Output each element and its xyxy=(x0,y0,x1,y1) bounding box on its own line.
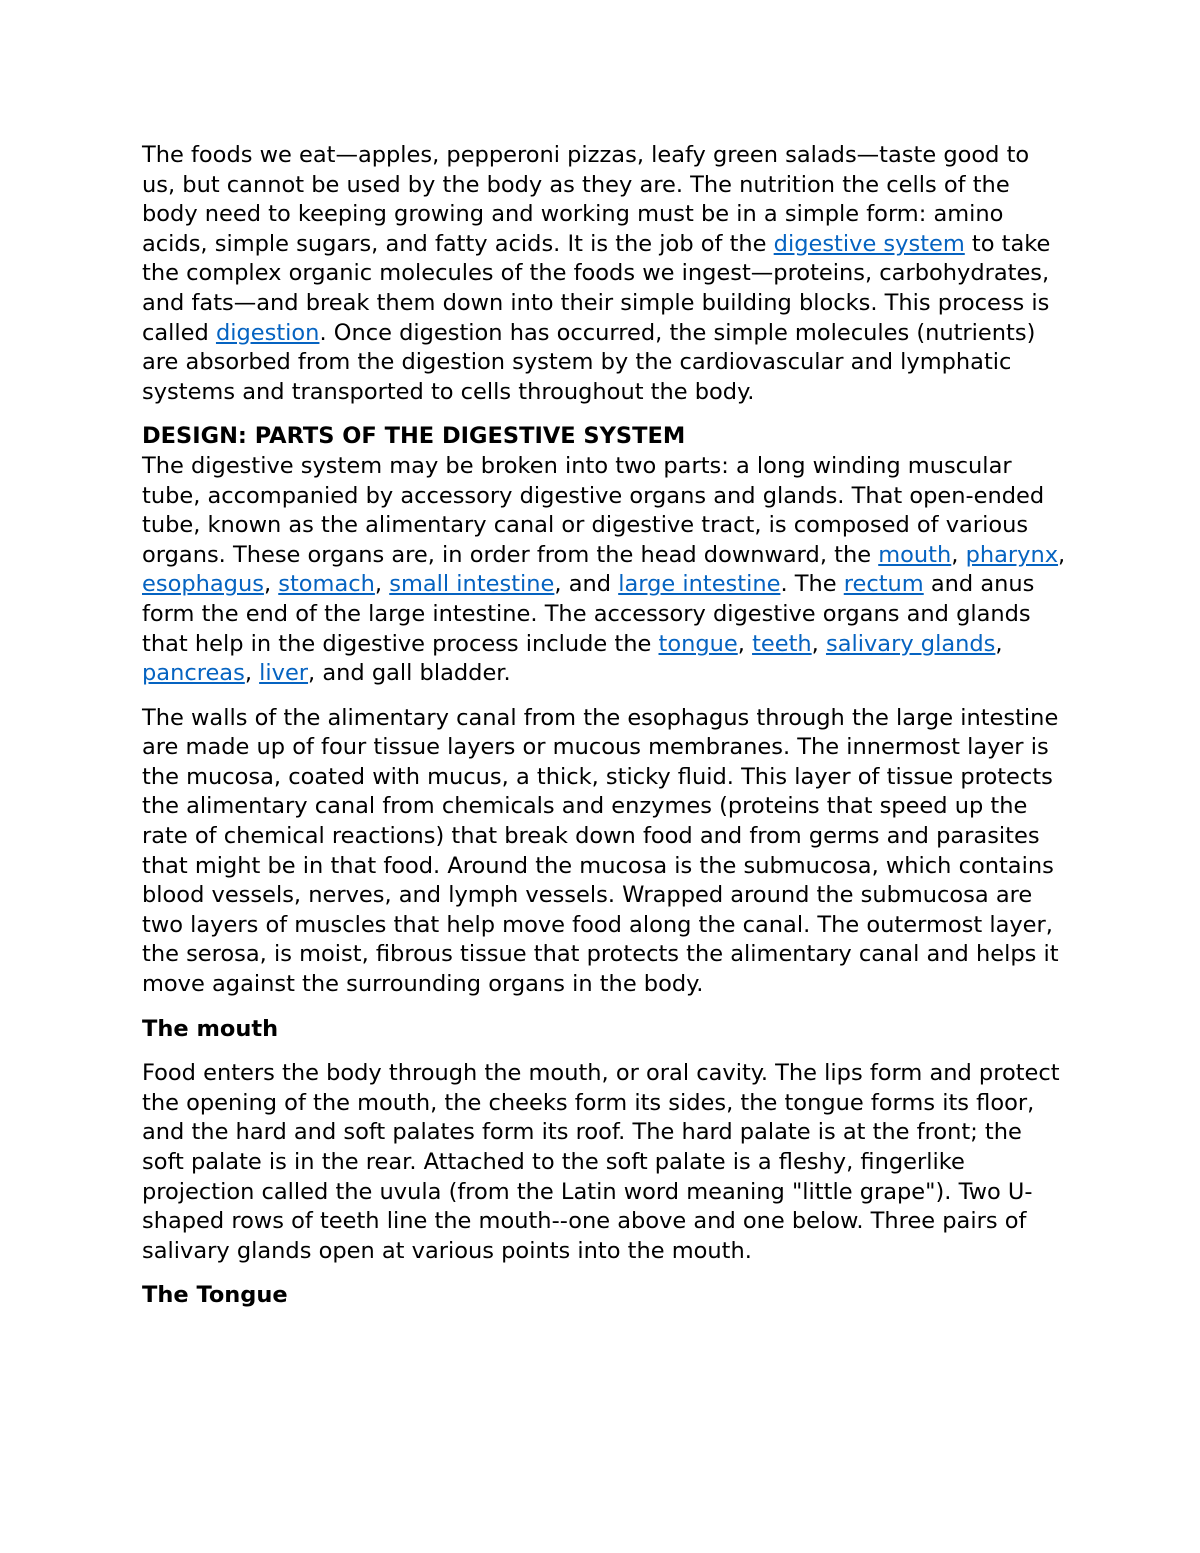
link-stomach[interactable]: stomach xyxy=(278,571,375,598)
link-large-intestine[interactable]: large intestine xyxy=(618,571,781,598)
link-pancreas[interactable]: pancreas xyxy=(142,660,245,687)
design-separator: , xyxy=(737,630,753,657)
link-small-intestine[interactable]: small intestine xyxy=(389,571,555,598)
design-separator: , xyxy=(1058,541,1066,568)
intro-text-3: . Once digestion has occurred, the simple molecules (nutrients) are absorbed from the digestion system by the cardiovascular and lymphatic systems and transported to cells throughout the body. xyxy=(142,319,1036,405)
intro-text-1: The foods we eat—apples, pepperoni pizzas, leafy green salads—taste good to us, but cannot be used by the body as they are. The nutrition the cells of the body need to keeping growing and working must be in a simple form: amino acids, simple sugars, and fatty acids. It is the job of the xyxy=(142,142,1030,257)
design-text-1: The digestive system may be broken into two parts: a long winding muscular tube, accompanied by accessory digestive organs and glands. That open-ended tube, known as the alimentary canal or digestive tract, is composed of various organs. These organs are, in order from the head downward, the xyxy=(142,452,1045,568)
design-separator: , and xyxy=(554,571,619,598)
link-pharynx[interactable]: pharynx xyxy=(965,541,1059,568)
tongue-heading: The Tongue xyxy=(142,1282,288,1309)
link-esophagus[interactable]: esophagus xyxy=(142,571,264,598)
link-liver[interactable]: liver xyxy=(259,660,309,687)
link-rectum[interactable]: rectum xyxy=(843,571,924,598)
link-digestion[interactable]: digestion xyxy=(215,319,320,346)
design-separator: , xyxy=(374,571,390,598)
link-tongue[interactable]: tongue xyxy=(658,630,738,657)
design-text-3: and anus form the end of the large intestine. The accessory digestive organs and glands that help in the digestive process include the xyxy=(142,571,1035,657)
document-page xyxy=(142,141,1067,1311)
walls-paragraph: The walls of the alimentary canal from the esophagus through the large intestine are made up of four tissue layers or mucous membranes. The innermost layer is the mucosa, coated with mucus, a thick, sticky fluid. This layer of tissue protects the alimentary canal from chemicals and enzymes (proteins that speed up the rate of chemical reactions) that break down food and from germs and parasites that might be in that food. Around the mucosa is the submucosa, which contains blood vessels, nerves, and lymph vessels. Wrapped around the submucosa are two layers of muscles that help move food along the canal. The outermost layer, the serosa, is moist, fibrous tissue that protects the alimentary canal and helps it move against the surrounding organs in the body. xyxy=(142,704,1059,998)
design-separator: , xyxy=(995,630,1003,657)
intro-paragraph xyxy=(142,141,1067,407)
intro-text-2: to take the complex organic molecules of the foods we ingest—proteins, carbohydrates, and fats—and break them down into their simple building blocks. This process is called xyxy=(142,230,1051,346)
design-text-2: . The xyxy=(780,571,844,598)
link-digestive-system[interactable]: digestive system xyxy=(773,230,965,257)
design-separator: , xyxy=(244,660,260,687)
design-paragraph xyxy=(142,452,1067,689)
design-heading: DESIGN: PARTS OF THE DIGESTIVE SYSTEM xyxy=(142,423,686,450)
link-mouth[interactable]: mouth xyxy=(878,541,952,568)
design-separator: , xyxy=(263,571,279,598)
mouth-heading: The mouth xyxy=(142,1015,279,1042)
design-separator: , xyxy=(811,630,826,657)
design-separator: , xyxy=(951,541,966,568)
link-salivary-glands[interactable]: salivary glands xyxy=(825,630,996,657)
mouth-paragraph: Food enters the body through the mouth, or oral cavity. The lips form and protect the opening of the mouth, the cheeks form its sides, the tongue forms its floor, and the hard and soft palates form its roof. The hard palate is at the front; the soft palate is in the rear. Attached to the soft palate is a fleshy, fingerlike projection called the uvula (from the Latin word meaning "little grape"). Two U-shaped rows of teeth line the mouth--one above and one below. Three pairs of salivary glands open at various points into the mouth. xyxy=(142,1060,1060,1264)
design-text-4: , and gall bladder. xyxy=(308,660,511,687)
link-teeth[interactable]: teeth xyxy=(752,630,812,657)
